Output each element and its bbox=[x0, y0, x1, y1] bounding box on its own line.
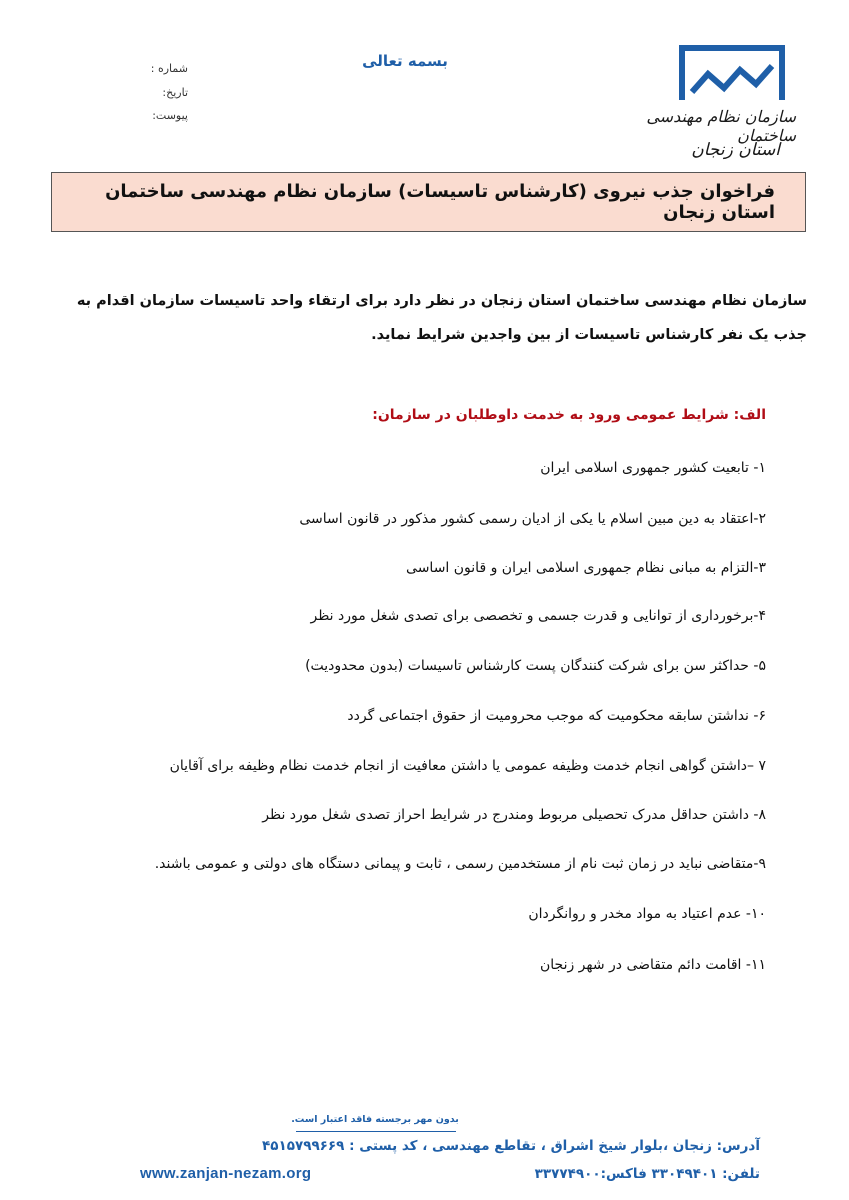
org-name-line2: استان زنجان bbox=[691, 140, 780, 160]
footer-divider bbox=[296, 1131, 456, 1132]
footer-address: آدرس: زنجان ،بلوار شیخ اشراق ، تقاطع مهندسی ، کد پستی : ۴۵۱۵۷۹۹۶۶۹ bbox=[262, 1138, 760, 1154]
condition-item: ۳-التزام به مبانی نظام جمهوری اسلامی ایران و قانون اساسی bbox=[406, 560, 766, 576]
date-label: تاریخ: bbox=[162, 86, 188, 99]
stamp-validity-note: بدون مهر برجسته فاقد اعتبار است. bbox=[291, 1114, 459, 1125]
bismillah-heading: بسمه تعالی bbox=[362, 52, 448, 70]
announcement-title-box bbox=[51, 172, 806, 232]
number-label: شماره : bbox=[150, 62, 188, 75]
condition-item: ۹-متقاضی نباید در زمان ثبت نام از مستخدمین رسمی ، ثابت و پیمانی دستگاه های دولتی و عمومی باشند. bbox=[154, 856, 766, 872]
footer-contact-row bbox=[140, 1165, 760, 1182]
condition-item: ۲-اعتقاد به دین مبین اسلام یا یکی از ادیان رسمی کشور مذکور در قانون اساسی bbox=[299, 511, 766, 527]
org-logo-icon bbox=[678, 42, 786, 106]
condition-item: ۵- حداکثر سن برای شرکت کنندگان پست کارشناس تاسیسات (بدون محدودیت) bbox=[305, 658, 766, 674]
condition-item: ۱۱- اقامت دائم متقاضی در شهر زنجان bbox=[539, 957, 766, 973]
condition-item: ۸- داشتن حداقل مدرک تحصیلی مربوط ومندرج در شرایط احراز تصدی شغل مورد نظر bbox=[262, 807, 766, 823]
condition-item: ۶- نداشتن سابقه محکومیت که موجب محرومیت از حقوق اجتماعی گردد bbox=[347, 708, 766, 724]
website-link[interactable]: www.zanjan-nezam.org bbox=[140, 1165, 312, 1182]
condition-item: ۱۰- عدم اعتیاد به مواد مخدر و روانگردان bbox=[528, 906, 766, 922]
org-name-line1: سازمان نظام مهندسی ساختمان bbox=[646, 107, 796, 145]
condition-item: ۴-برخورداری از توانایی و قدرت جسمی و تخصصی برای تصدی شغل مورد نظر bbox=[310, 608, 766, 624]
section-heading: الف: شرایط عمومی ورود به خدمت داوطلبان در سازمان: bbox=[372, 407, 766, 423]
phone-fax: تلفن: ۳۳۰۴۹۴۰۱ فاکس:۳۳۷۷۴۹۰۰ bbox=[534, 1165, 760, 1182]
attachment-label: پیوست: bbox=[152, 109, 188, 122]
condition-item: ۷ –داشتن گواهی انجام خدمت وظیفه عمومی یا داشتن معافیت از انجام خدمت نظام وظیفه برای آقایان bbox=[169, 758, 766, 774]
condition-item: ۱- تابعیت کشور جمهوری اسلامی ایران bbox=[540, 460, 766, 476]
announcement-title: فراخوان جذب نیروی (کارشناس تاسیسات) سازمان نظام مهندسی ساختمان استان زنجان bbox=[105, 181, 775, 223]
intro-paragraph: سازمان نظام مهندسی ساختمان استان زنجان در نظر دارد برای ارتقاء واحد تاسیسات سازمان اقدام به جذب یک نفر کارشناس تاسیسات از بین واجدین شرایط نماید. bbox=[76, 293, 807, 343]
